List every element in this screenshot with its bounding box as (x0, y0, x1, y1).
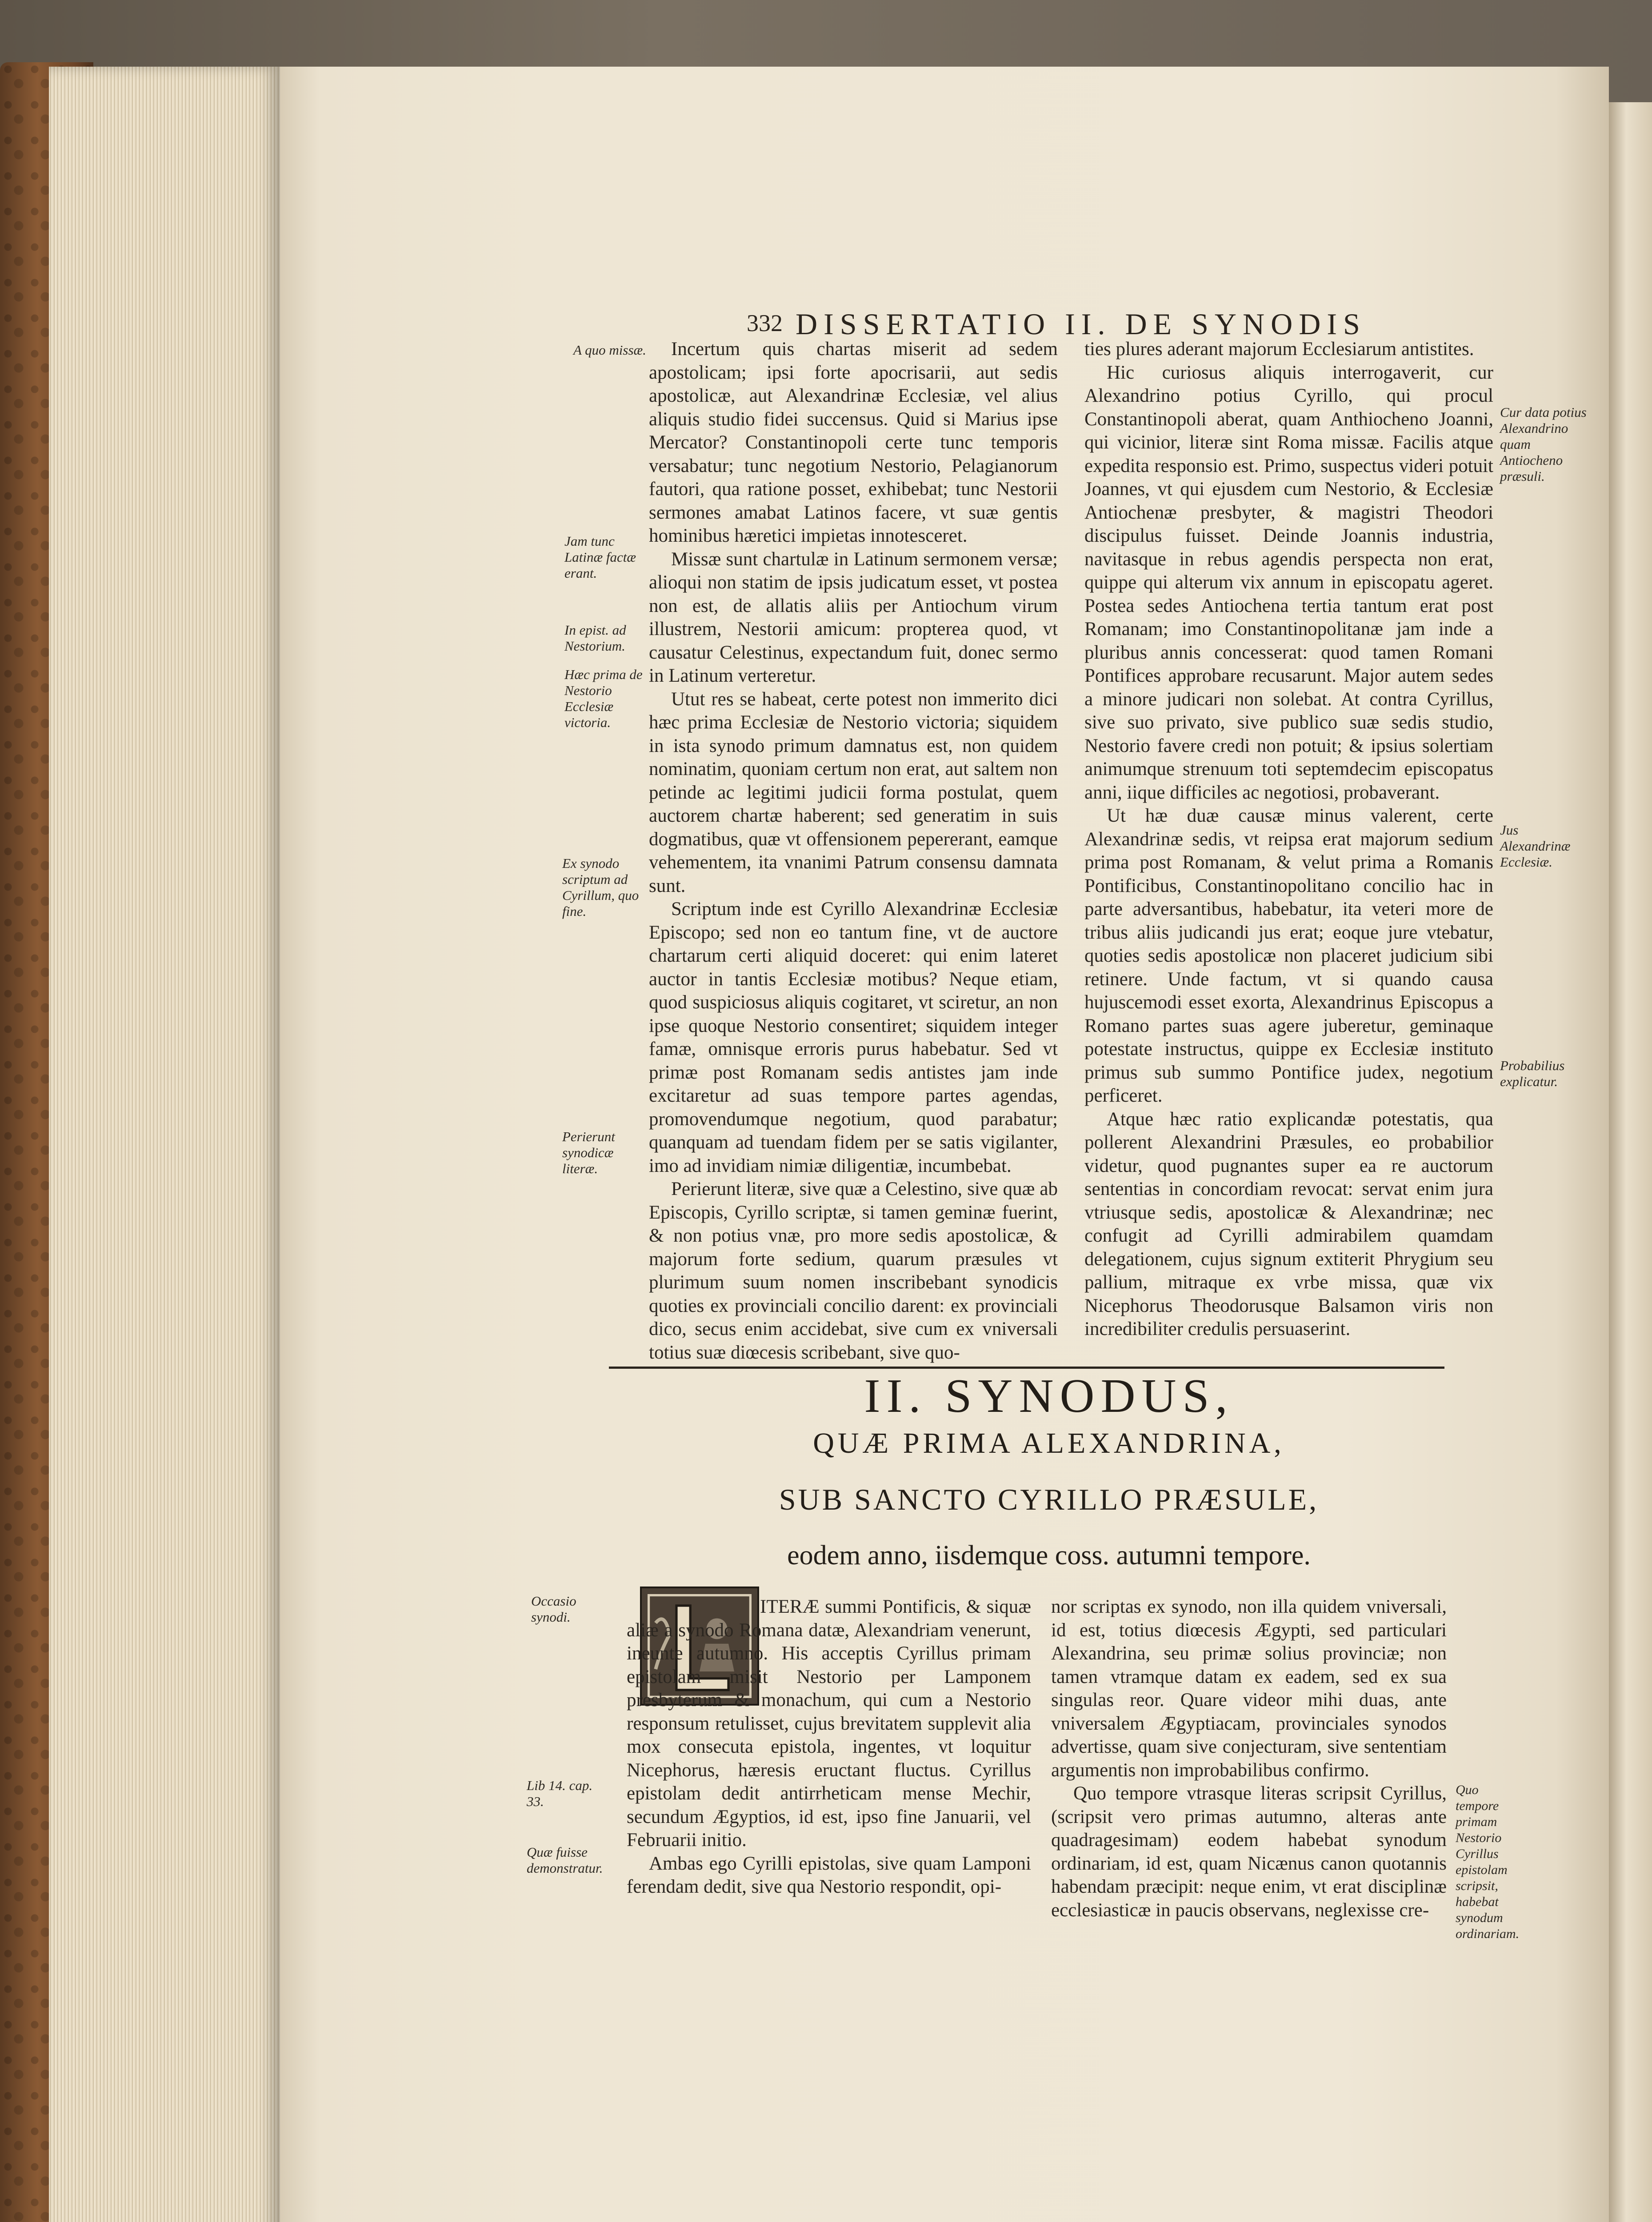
margin-note-left-5: Ex synodo scriptum ad Cyrillum, quo fine. (562, 855, 639, 919)
section-margin-note-right-1: Quo tempore primam Nestorio Cyrillus epistolam scripsit, habebat synodum ordinariam. (1456, 1782, 1520, 1941)
section-subtitle-1: QUÆ PRIMA ALEXANDRINA, (813, 1427, 1285, 1459)
page-number: 332 (747, 310, 783, 336)
section-subtitle-3: eodem anno, iisdemque coss. autumni tempore. (787, 1540, 1311, 1571)
paragraph: Atque hæc ratio explicandæ potestatis, qua pollerent Alexandrini Præsules, eo probabilior videtur, quod pugnantes super ea re auctorum sententias in concordiam revocat: servat enim jura vtriusque sedis, apostolicæ & Alexandrinæ; nec confugit ad Cyrilli admirabilem quamdam delegationem, cujus signum extiterit Phrygium seu pallium, mitraque ex vrbe missa, quæ vix Nicephorus Theodorusque Balsamon viris non incredibiliter credulis persuaserint. (1084, 1108, 1493, 1339)
margin-note-left-2: Jam tunc Latinæ factæ erant. (564, 533, 636, 581)
right-text-column (1084, 338, 1493, 1341)
margin-note-right-1: Cur data potius Alexandrino quam Antiocheno præsuli. (1500, 404, 1587, 484)
paragraph: nor scriptas ex synodo, non illa quidem vniversali, id est, totius diœcesis Ægypti, sed particulari Alexandrina, seu primæ solius provinciæ; non tamen vtramque datam ex eadem, sed ex sua singulas reor. Quare videor mihi duas, ante vniversalem Ægyptiacam, provinciales synodos advertisse, quam sive conjecturam, sive sententiam argumentis non improbabilibus confirmo. (1051, 1596, 1447, 1781)
margin-note-left-4: Hæc prima de Nestorio Ecclesiæ victoria. (564, 667, 643, 730)
section-subtitle-2: SUB SANCTO CYRILLO PRÆSULE, (779, 1483, 1319, 1516)
margin-note-right-3: Probabilius explicatur. (1500, 1058, 1565, 1089)
paragraph: ties plures aderant majorum Ecclesiarum antistites. (1084, 339, 1474, 360)
paragraph: Ut hæ duæ causæ minus valerent, certe Alexandrinæ sedis, vt reipsa erat majorum sedium prima post Romanam, & velut prima a Romanis Pontificibus, Constantinopolitano concilio hac in parte adversantibus, habebatur, ita veteri more de tribus aliis judicandi jus erat; eoque jure vtebatur, quoties sedis apostolicæ non placeret judicium sibi retinere. Unde factum, vt si quando causa hujuscemodi esset exorta, Alexandrinus Episcopus a Romano partes suas agere juberetur, geminaque potestate instructus, quippe ex Ecclesiæ instituto primus sub summo Pontifice judex, negotium perficeret. (1084, 805, 1493, 1106)
page-edges (49, 67, 280, 2222)
left-text-column (649, 338, 1058, 1364)
paragraph: Perierunt literæ, sive quæ a Celestino, sive quæ ab Episcopis, Cyrillo scriptæ, si tamen geminæ fuerint, & non potius vnæ, pro more sedis apostolicæ, & majorum forte sedium, quarum præsules vt plurimum suum nomen inscribebant synodicis quoties ex provinciali concilio darent: ex provinciali dico, secus enim accidebat, sive cum ex vniversali totius suæ diœcesis scribebant, sive quo- (649, 1179, 1058, 1363)
margin-note-right-2: Jus Alexandrinæ Ecclesiæ. (1500, 822, 1571, 870)
section-margin-note-left-1: Occasio synodi. (531, 1593, 576, 1625)
paragraph: Ambas ego Cyrilli epistolas, sive quam Lamponi ferendam dedit, sive qua Nestorio respondit, opi- (627, 1853, 1031, 1897)
paragraph: Incertum quis chartas miserit ad sedem apostolicam; ipsi forte apocrisarii, aut sedis apostolicæ, aut Alexandrinæ Ecclesiæ, vel alius aliquis studio fidei succensus. Quid si Marius ipse Mercator? Constantinopoli certe tunc temporis versabatur; tunc negotium Nestorio, Pelagianorum fautori, qua ratione posset, exhibebat; tunc Nestorii sermones amabat Latinos facere, vt suæ gentis hominibus hæretici impietas innotesceret. (649, 339, 1058, 546)
section-margin-note-left-3: Quæ fuisse demonstratur. (527, 1844, 603, 1876)
margin-note-left-1: A quo missæ. (573, 342, 646, 358)
section-left-column (627, 1595, 1031, 1899)
margin-note-left-3: In epist. ad Nestorium. (564, 622, 626, 654)
paragraph: Scriptum inde est Cyrillo Alexandrinæ Ecclesiæ Episcopo; sed non eo tantum fine, vt de auctore chartarum certi aliquid doceret: qui enim lateret auctor in tantis Ecclesiæ motibus? Neque etiam, quod suspiciosus aliquis cogitaret, vt sciretur, an non ipse quoque Nestorio consentiret; siquidem integer famæ, omnisque erroris purus habebatur. Sed vt primæ post Romanam sedis antistes jam inde excitaretur ad suas tempore partes agendas, promovendumque negotium, quod parabatur; quanquam ad tuendam fidem per se satis vigilanter, imo ad invidiam nimiæ diligentiæ, incumbebat. (649, 899, 1058, 1176)
next-page-edge (1609, 102, 1652, 2222)
running-head: DISSERTATIO II. DE SYNODIS (796, 307, 1366, 341)
paragraph: Hic curiosus aliquis interrogaverit, cur Alexandrino potius Cyrillo, qui procul Constantinopoli aberat, quam Anthiocheno Joanni, qui vicinior, literæ sint Roma missæ. Facilis atque expedita responsio est. Primo, suspectus videri potuit Joannes, vt qui ejusdem cum Nestorio, & Ecclesiæ Antiochenæ presbyter, & magistri Theodori discipulus fuisset. Deinde Joannis industria, navitasque in rebus agendis perspecta non erat, quippe qui alterum vix annum in episcopatu ageret. Postea sedes Antiochena tertia tantum erat post Romanam; imo Constantinopolitanæ jam inde a pluribus annis concesserat: quod tamen Romani Pontifices approbare recusarunt. Major autem sedes a minore judicari non solebat. At contra Cyrillus, sive suo privato, sive publico suæ sedis studio, Nestorio favere credi non potuit; & ipsius solertiam animumque strenuum toti septemdecim episcopatus anni, iique difficiles ac negotiosi, probaverant. (1084, 362, 1493, 803)
paragraph: Utut res se habeat, certe potest non immerito dici hæc prima Ecclesiæ de Nestorio victoria; siquidem in ista synodo primum damnatus est, non quidem nominatim, quoniam certum non erat, aut saltem non petinde ac legitimi judicii forma postulat, quem auctorem chartæ haberent; sed generatim in suis dogmatibus, quæ vt offensionem pepererant, eamque vehementem, ita vnanimi Patrum consensu damnata sunt. (649, 688, 1058, 896)
section-title: II. SYNODUS, (864, 1370, 1234, 1423)
section-right-column (1051, 1595, 1447, 1922)
margin-note-left-6: Perierunt synodicæ literæ. (562, 1129, 615, 1176)
paragraph: ITERÆ summi Pontificis, & siquæ aliæ a synodo Romana datæ, Alexandriam venerunt, ineunte autumno. His acceptis Cyrillus primam epistolam misit Nestorio per Lamponem presbyterum & monachum, qui cum a Nestorio responsum retulisset, cujus brevitatem supplevit alia mox consecuta epistola, ingentes, vt loquitur Nicephorus, hæresis eructant fluctus. Cyrillus epistolam dedit antirrheticam mense Mechir, secundum Ægyptios, id est, ipso fine Januarii, vel Februarii initio. (627, 1596, 1031, 1850)
section-margin-note-left-2: Lib 14. cap. 33. (527, 1778, 593, 1809)
paragraph: Missæ sunt chartulæ in Latinum sermonem versæ; alioqui non statim de ipsis judicatum esset, vt postea non est, de allatis aliis per Antiochum virum illustrem, Nestorii amicum: propterea quod, vt causatur Celestinus, expectandum fuit, donec sermo in Latinum verteretur. (649, 548, 1058, 686)
paragraph: Quo tempore vtrasque literas scripsit Cyrillus, (scripsit vero primas autumno, alteras ante quadragesimam) eodem habebat synodum ordinariam, id est, quam Nicænus canon quotannis habendam præcipit: neque enim, vt erat disciplinæ ecclesiasticæ in paucis observans, neglexisse cre- (1051, 1783, 1447, 1921)
